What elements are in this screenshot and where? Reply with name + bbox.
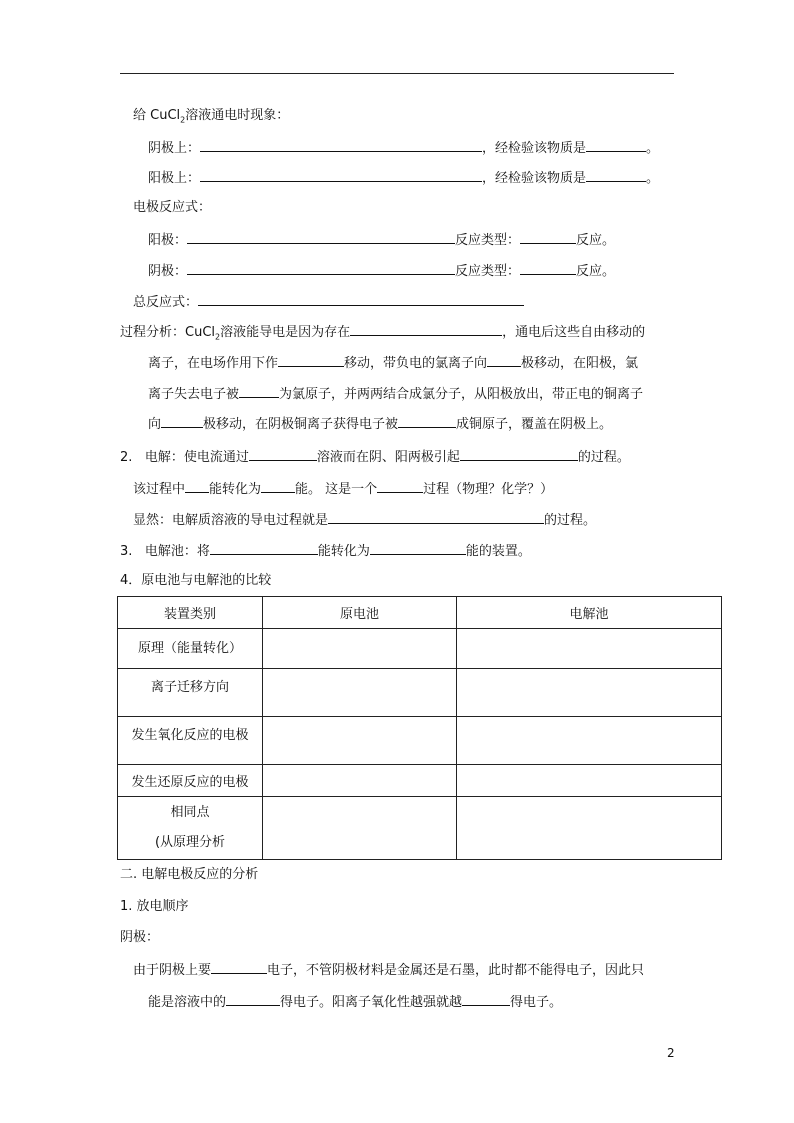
- table-row: [118, 765, 722, 797]
- answer-cell[interactable]: [263, 629, 457, 669]
- table-header-row: [118, 597, 722, 629]
- row-label-line: 相同点: [170, 805, 210, 820]
- blank[interactable]: [328, 510, 544, 524]
- cucl2-cathode-line: 阴极上： ，经检验该物质是 。: [148, 138, 659, 158]
- blank[interactable]: [239, 384, 279, 398]
- process-line-2: 离子，在电场作用下作 移动，带负电的氯离子向 极移动，在阳极，氯: [148, 353, 638, 373]
- section2-line-2: 能是溶液中的 得电子。阳离子氧化性越强就越 得电子。: [148, 992, 562, 1012]
- row-label-line: (从原理分析: [154, 835, 226, 850]
- blank[interactable]: [200, 168, 482, 182]
- cucl2-heading: 给 CuCl$_2$溶液通电时现象：: [133, 108, 290, 125]
- electrode-anode-line: 阳极： 反应类型： 反应。: [148, 230, 615, 250]
- header-cell: 原电池: [263, 597, 457, 629]
- item2-line-3: 显然：电解质溶液的导电过程就是 的过程。: [133, 510, 596, 530]
- table-row: [118, 629, 722, 669]
- blank[interactable]: [487, 353, 521, 367]
- blank[interactable]: [586, 138, 646, 152]
- item3-line: 3. 电解池：将 能转化为 能的装置。: [120, 541, 531, 561]
- answer-cell[interactable]: [263, 717, 457, 765]
- answer-cell[interactable]: [457, 717, 722, 765]
- blank[interactable]: [187, 261, 455, 275]
- blank[interactable]: [377, 479, 423, 493]
- row-label: 离子迁移方向: [118, 669, 263, 717]
- page-number: 2: [667, 1046, 675, 1060]
- section2-heading: 二. 电解电极反应的分析: [120, 867, 259, 882]
- blank[interactable]: [350, 322, 502, 336]
- header-rule: [120, 73, 674, 74]
- blank[interactable]: [185, 479, 209, 493]
- total-reaction-line: 总反应式：: [133, 292, 524, 312]
- process-line-1: 过程分析：CuCl$_2$溶液能导电是因为存在 ，通电后这些自由移动的: [120, 322, 645, 347]
- row-label: 发生还原反应的电极: [118, 765, 263, 797]
- answer-cell[interactable]: [263, 669, 457, 717]
- answer-cell[interactable]: [263, 797, 457, 860]
- blank[interactable]: [161, 414, 203, 428]
- header-cell: 装置类别: [118, 597, 263, 629]
- electrode-heading: 电极反应式：: [133, 200, 212, 215]
- process-line-4: 向 极移动，在阴极铜离子获得电子被 成铜原子，覆盖在阴极上。: [148, 414, 612, 434]
- blank[interactable]: [249, 447, 317, 461]
- blank[interactable]: [398, 414, 456, 428]
- blank[interactable]: [198, 292, 524, 306]
- electrode-cathode-line: 阴极： 反应类型： 反应。: [148, 261, 615, 281]
- blank[interactable]: [462, 992, 510, 1006]
- item2-line-2: 该过程中 能转化为 能。 这是一个 过程（物理？化学？）: [133, 479, 553, 499]
- row-label: [118, 797, 263, 860]
- item4-heading: 4．原电池与电解池的比较: [120, 573, 272, 588]
- blank[interactable]: [261, 479, 295, 493]
- table-row: [118, 717, 722, 765]
- header-cell: 电解池: [457, 597, 722, 629]
- row-label: 原理（能量转化）: [118, 629, 263, 669]
- blank[interactable]: [370, 541, 466, 555]
- blank[interactable]: [200, 138, 482, 152]
- blank[interactable]: [586, 168, 646, 182]
- answer-cell[interactable]: [457, 629, 722, 669]
- process-line-3: 离子失去电子被 为氯原子，并两两结合成氯分子，从阳极放出，带正电的铜离子: [148, 384, 643, 404]
- blank[interactable]: [520, 261, 576, 275]
- answer-cell[interactable]: [457, 765, 722, 797]
- blank[interactable]: [211, 960, 267, 974]
- blank[interactable]: [520, 230, 576, 244]
- cucl2-anode-line: 阳极上： ，经检验该物质是 。: [148, 168, 659, 188]
- table-row: [118, 797, 722, 860]
- row-label: 发生氧化反应的电极: [118, 717, 263, 765]
- blank[interactable]: [278, 353, 344, 367]
- answer-cell[interactable]: [457, 797, 722, 860]
- answer-cell[interactable]: [263, 765, 457, 797]
- blank[interactable]: [226, 992, 280, 1006]
- section2-subheading: 1. 放电顺序: [120, 899, 189, 914]
- blank[interactable]: [460, 447, 578, 461]
- blank[interactable]: [187, 230, 455, 244]
- answer-cell[interactable]: [457, 669, 722, 717]
- comparison-table: [117, 596, 722, 860]
- blank[interactable]: [210, 541, 318, 555]
- item2-line-1: 2. 电解：使电流通过 溶液而在阴、阳两极引起 的过程。: [120, 447, 630, 467]
- section2-cathode-label: 阴极：: [120, 930, 160, 945]
- section2-line-1: 由于阴极上要 电子，不管阴极材料是金属还是石墨，此时都不能得电子，因此只: [133, 960, 644, 980]
- table-row: [118, 669, 722, 717]
